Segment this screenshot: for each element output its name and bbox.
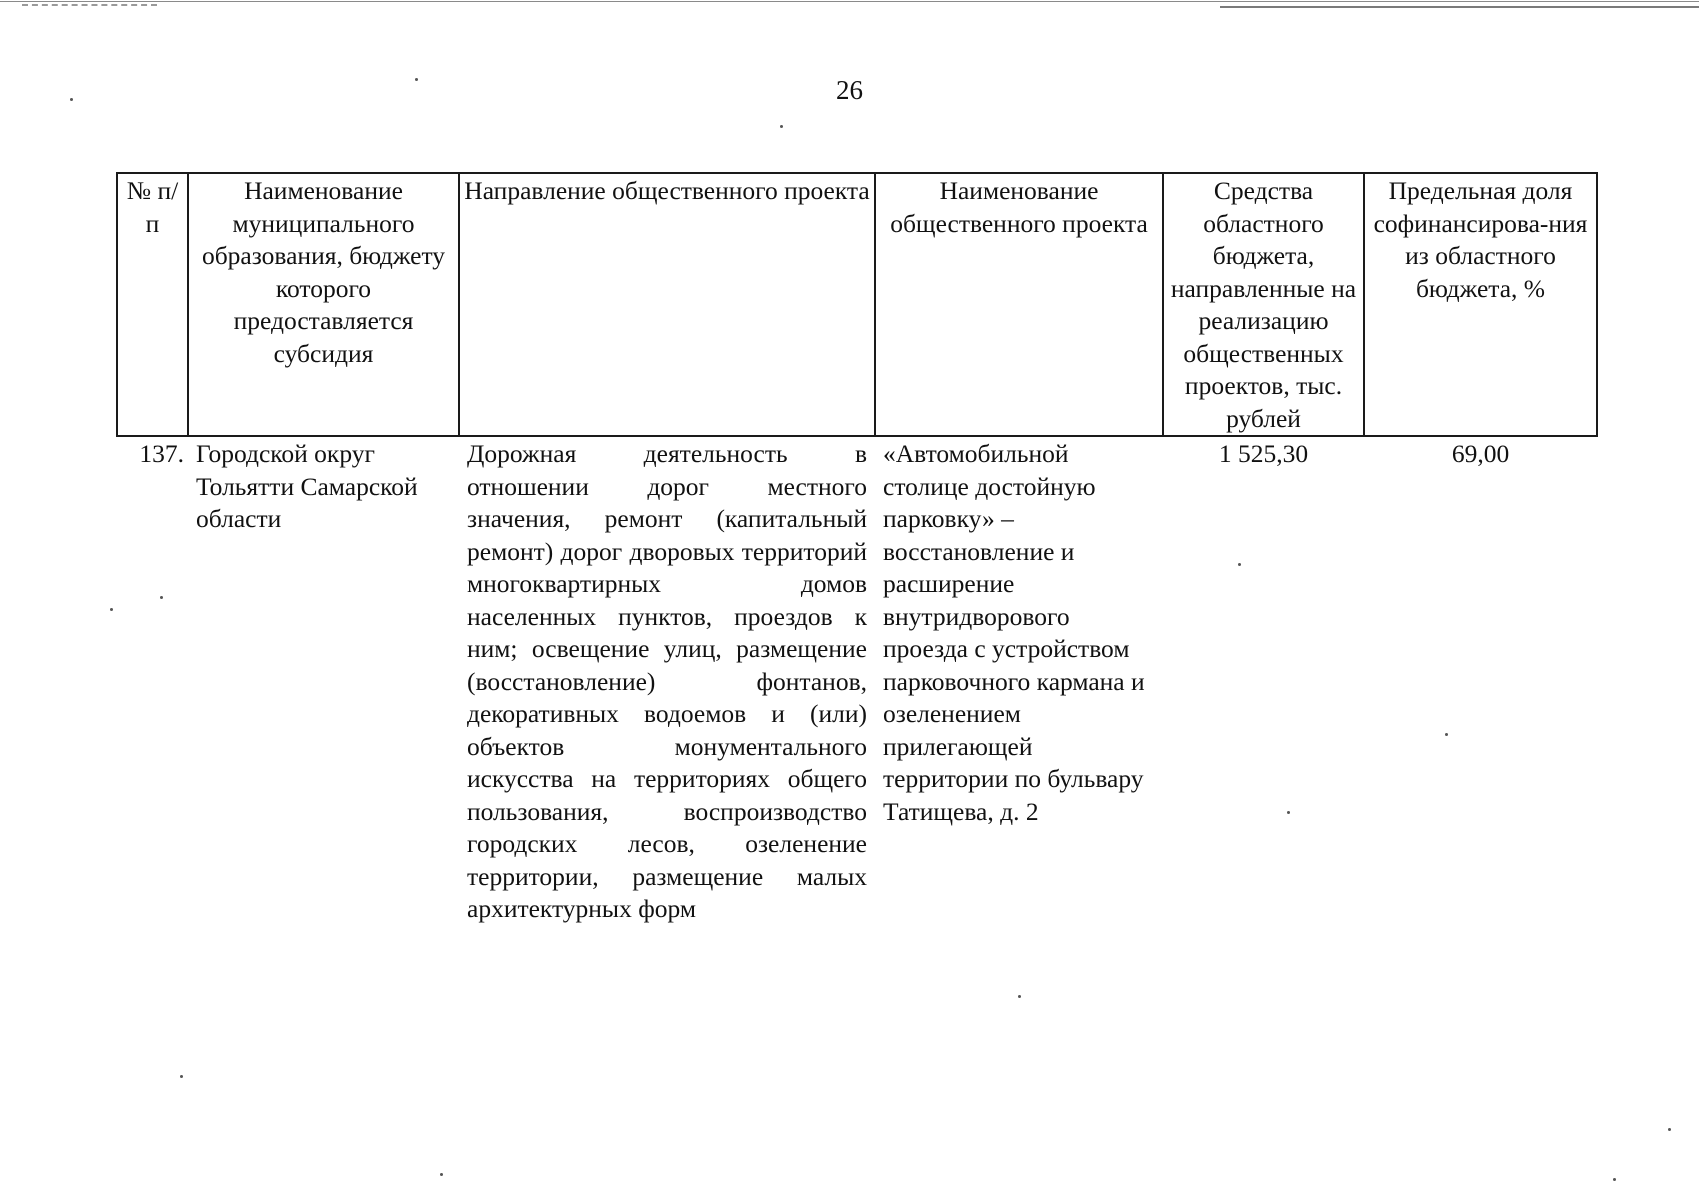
row-project: «Автомобильной столице достойную парковку» – восстановление и расширение внутридворового проезда с устройством парковочного кармана и озеленением прилегающей территории по бульвару Татищева, д. 2 xyxy=(883,439,1145,826)
header-number: № п/п xyxy=(117,173,188,436)
table-row xyxy=(117,436,1597,926)
row-number: 137. xyxy=(139,439,184,468)
header-direction: Направление общественного проекта xyxy=(459,173,875,436)
page-number: 26 xyxy=(836,75,863,105)
scan-speck xyxy=(1668,1128,1671,1131)
scan-speck xyxy=(780,125,783,128)
header-funds: Средства областного бюджета, направленные на реализацию общественных проектов, тыс. рублей xyxy=(1163,173,1364,436)
scan-speck xyxy=(1287,811,1290,814)
scan-border-right xyxy=(1220,6,1699,8)
scan-speck xyxy=(440,1173,443,1176)
header-share: Предельная доля софинансирова-ния из областного бюджета, % xyxy=(1364,173,1597,436)
scan-speck xyxy=(1238,563,1241,566)
scan-border-top xyxy=(0,1,1699,2)
scan-speck xyxy=(1018,995,1021,998)
scan-speck xyxy=(180,1075,183,1078)
table-header-row xyxy=(117,173,1597,436)
scan-speck xyxy=(70,98,73,101)
header-municipality: Наименование муниципального образования, бюджету которого предоставляется субсидия xyxy=(188,173,459,436)
row-municipality: Городской округ Тольятти Самарской области xyxy=(196,439,418,533)
scan-speck xyxy=(160,596,163,599)
scan-speck xyxy=(110,608,113,611)
row-direction: Дорожная деятельность в отношении дорог местного значения, ремонт (капитальный ремонт) дорог дворовых территорий многоквартирных домов населенных пунктов, проездов к ним; освещение улиц, размещение (восстановление) фонтанов, декоративных водоемов и (или) объектов монументального искусства на территориях общего пользования, воспроизводство городских лесов, озеленение территории, размещение малых архитектурных форм xyxy=(467,439,867,923)
header-project: Наименование общественного проекта xyxy=(875,173,1163,436)
scan-speck xyxy=(1445,733,1448,736)
scan-border-left-dash xyxy=(22,4,157,6)
row-funds: 1 525,30 xyxy=(1218,439,1309,468)
scan-speck xyxy=(415,78,418,81)
scan-speck xyxy=(1613,1178,1616,1181)
subsidy-table xyxy=(116,172,1598,926)
row-share: 69,00 xyxy=(1451,439,1510,468)
